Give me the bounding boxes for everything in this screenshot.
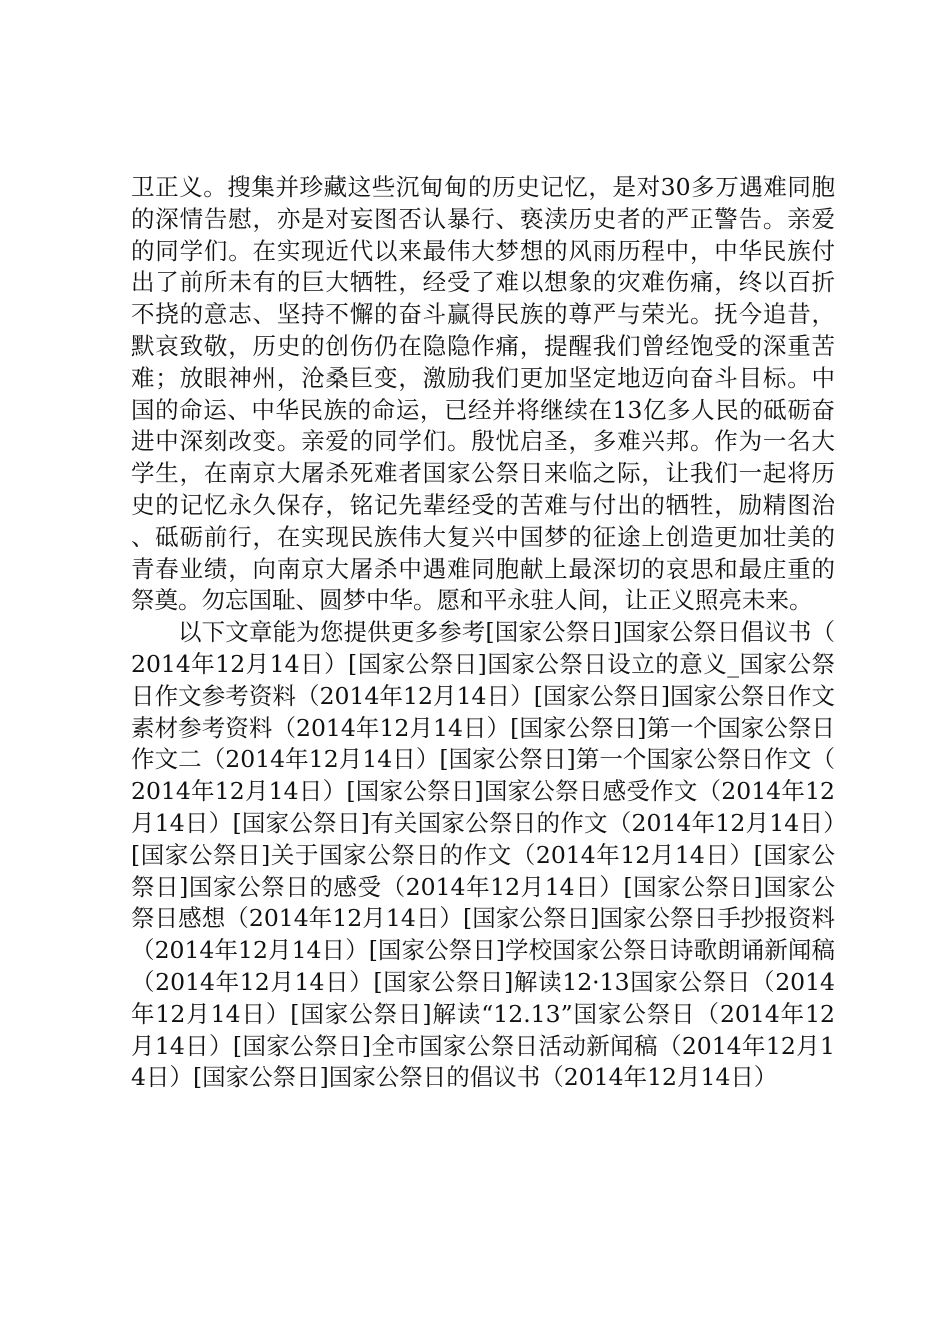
related-articles-paragraph: 以下文章能为您提供更多参考[国家公祭日]国家公祭日倡议书（2014年12月14日）[国家公祭日]国家公祭日设立的意义_国家公祭日作文参考资料（2014年12月14日）[国家公祭日]国家公祭日作文素材参考资料（2014年12月14日）[国家公祭日]第一个国家公祭日作文二（2014年12月14日）[国家公祭日]第一个国家公祭日作文（2014年12月14日）[国家公祭日]国家公祭日感受作文（2014年12月14日）[国家公祭日]有关国家公祭日的作文（2014年12月14日）[国家公祭日]关于国家公祭日的作文（2014年12月14日）[国家公祭日]国家公祭日的感受（2014年12月14日）[国家公祭日]国家公祭日感想（2014年12月14日）[国家公祭日]国家公祭日手抄报资料（2014年12月14日）[国家公祭日]学校国家公祭日诗歌朗诵新闻稿（2014年12月14日）[国家公祭日]解读12·13国家公祭日（2014年12月14日）[国家公祭日]解读“12.13”国家公祭日（2014年12月14日）[国家公祭日]全市国家公祭日活动新闻稿（2014年12月14日）[国家公祭日]国家公祭日的倡议书（2014年12月14日） [131,618,835,1092]
body-paragraph: 卫正义。搜集并珍藏这些沉甸甸的历史记忆，是对30多万遇难同胞的深情告慰，亦是对妄图否认暴行、亵渎历史者的严正警告。亲爱的同学们。在实现近代以来最伟大梦想的风雨历程中，中华民族付出了前所未有的巨大牺牲，经受了难以想象的灾难伤痛，终以百折不挠的意志、坚持不懈的奋斗赢得民族的尊严与荣光。抚今追昔，默哀致敬，历史的创伤仍在隐隐作痛，提醒我们曾经饱受的深重苦难；放眼神州，沧桑巨变，激励我们更加坚定地迈向奋斗目标。中国的命运、中华民族的命运，已经并将继续在13亿多人民的砥砺奋进中深刻改变。亲爱的同学们。殷忧启圣，多难兴邦。作为一名大学生，在南京大屠杀死难者国家公祭日来临之际，让我们一起将历史的记忆永久保存，铭记先辈经受的苦难与付出的牺牲，励精图治、砥砺前行，在实现民族伟大复兴中国梦的征途上创造更加壮美的青春业绩，向南京大屠杀中遇难同胞献上最深切的哀思和最庄重的祭奠。勿忘国耻、圆梦中华。愿和平永驻人间，让正义照亮未来。 [131,173,835,615]
document-body [131,172,835,1094]
